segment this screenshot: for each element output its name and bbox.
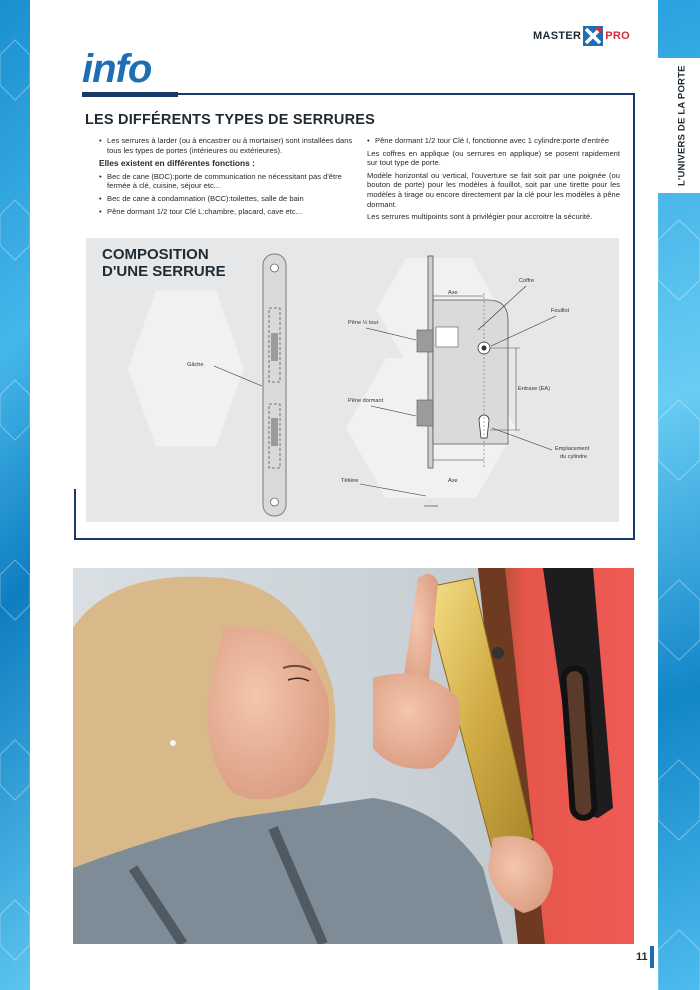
composition-title-line1: COMPOSITION: [102, 246, 209, 263]
side-label: L'UNIVERS DE LA PORTE: [676, 65, 688, 186]
label-axe-top: Axe: [448, 290, 458, 296]
label-emplacement-1: Emplacement: [555, 446, 590, 452]
strike-cutout: [271, 418, 278, 446]
label-pene-dormant: Pêne dormant: [348, 398, 384, 404]
label-coffre: Coffre: [519, 278, 535, 284]
lock-case-coffre: [433, 300, 508, 444]
lock-diagram-svg: [86, 238, 619, 522]
logo-pro-text: PRO: [605, 30, 630, 42]
functions-title: Elles existent en différentes fonctions :: [99, 158, 255, 169]
label-emplacement-2: du cylindre: [560, 454, 588, 460]
latch-mechanism: [436, 327, 458, 347]
left-decorative-strip: [0, 0, 30, 990]
frame-line-top: [178, 93, 634, 95]
paragraph-models: Modèle horizontal ou vertical, l'ouverture se fait soit par une poignée (ou bouton de porte) pour les modèles à fouillot, soit par une tirette pour les modèles à tirage ou encore directement par la clé pour les modèles à pêne dormant.: [367, 170, 620, 209]
screw-hole-icon: [271, 264, 279, 272]
screw-hole-icon: [271, 498, 279, 506]
lock-composition-diagram: [86, 238, 619, 522]
paragraph-applique: Les coffres en applique (ou serrures en applique) se posent rapidement sur tout type de porte.: [367, 148, 620, 168]
function-item: • Pêne dormant 1/2 tour Clé I, fonctionne avec 1 cylindre:porte d'entrée: [367, 136, 620, 146]
frame-line-right: [633, 93, 635, 539]
strike-plate: [263, 254, 286, 516]
function-item: • Bec de cane (BDC):porte de communication ne nécessitant pas d'être fermée à clé, cuisine, séjour etc...: [99, 172, 361, 191]
photo-illustration: [73, 568, 634, 944]
paragraph-multipoints: Les serrures multipoints sont à privilégier pour accroitre la sécurité.: [367, 212, 593, 222]
frame-line-left: [74, 489, 76, 539]
label-entraxe: Entraxe (EA): [518, 386, 551, 392]
brand-logo: [533, 26, 630, 46]
page-heading: LES DIFFÉRENTS TYPES DE SERRURES: [85, 112, 375, 128]
strike-cutout: [271, 333, 278, 361]
earring: [170, 740, 176, 746]
latch-bolt: [417, 330, 433, 352]
title-underline: [82, 92, 178, 97]
label-pene-demi-tour: Pêne ½ tour: [348, 320, 379, 326]
function-item: • Bec de cane à condamnation (BCC):toilettes, salle de bain: [99, 194, 361, 204]
right-text-column: [367, 136, 620, 225]
label-fouillot: Fouillot: [551, 308, 570, 314]
composition-title: [102, 246, 226, 280]
logo-master-text: MASTER: [533, 30, 582, 42]
left-text-column: [99, 136, 361, 219]
function-item: • Pêne dormant 1/2 tour Clé L:chambre, placard, cave etc...: [99, 207, 361, 217]
bg-hexagon: [128, 291, 244, 447]
woman-installing-lock-photo: [73, 568, 634, 944]
hexagon-pattern: [0, 0, 30, 990]
label-axe-bottom: Axe: [448, 478, 458, 484]
label-tetiere: Têtière: [341, 478, 359, 484]
section-title: info: [82, 47, 152, 91]
composition-title-line2: D'UNE SERRURE: [102, 263, 226, 280]
label-gache: Gâche: [187, 362, 204, 368]
frame-line-bottom: [74, 538, 635, 540]
brand-cross-icon: [583, 26, 603, 46]
dead-bolt: [417, 400, 433, 426]
faceplate-tetiere: [428, 256, 433, 468]
lock-hole-icon: [492, 647, 504, 659]
page-number: 11: [636, 951, 648, 963]
intro-paragraph: • Les serrures à larder (ou à encastrer ou à mortaiser) sont installées dans tous les types de portes (intérieures ou extérieures).: [99, 136, 361, 155]
page-number-bar: [650, 946, 654, 968]
